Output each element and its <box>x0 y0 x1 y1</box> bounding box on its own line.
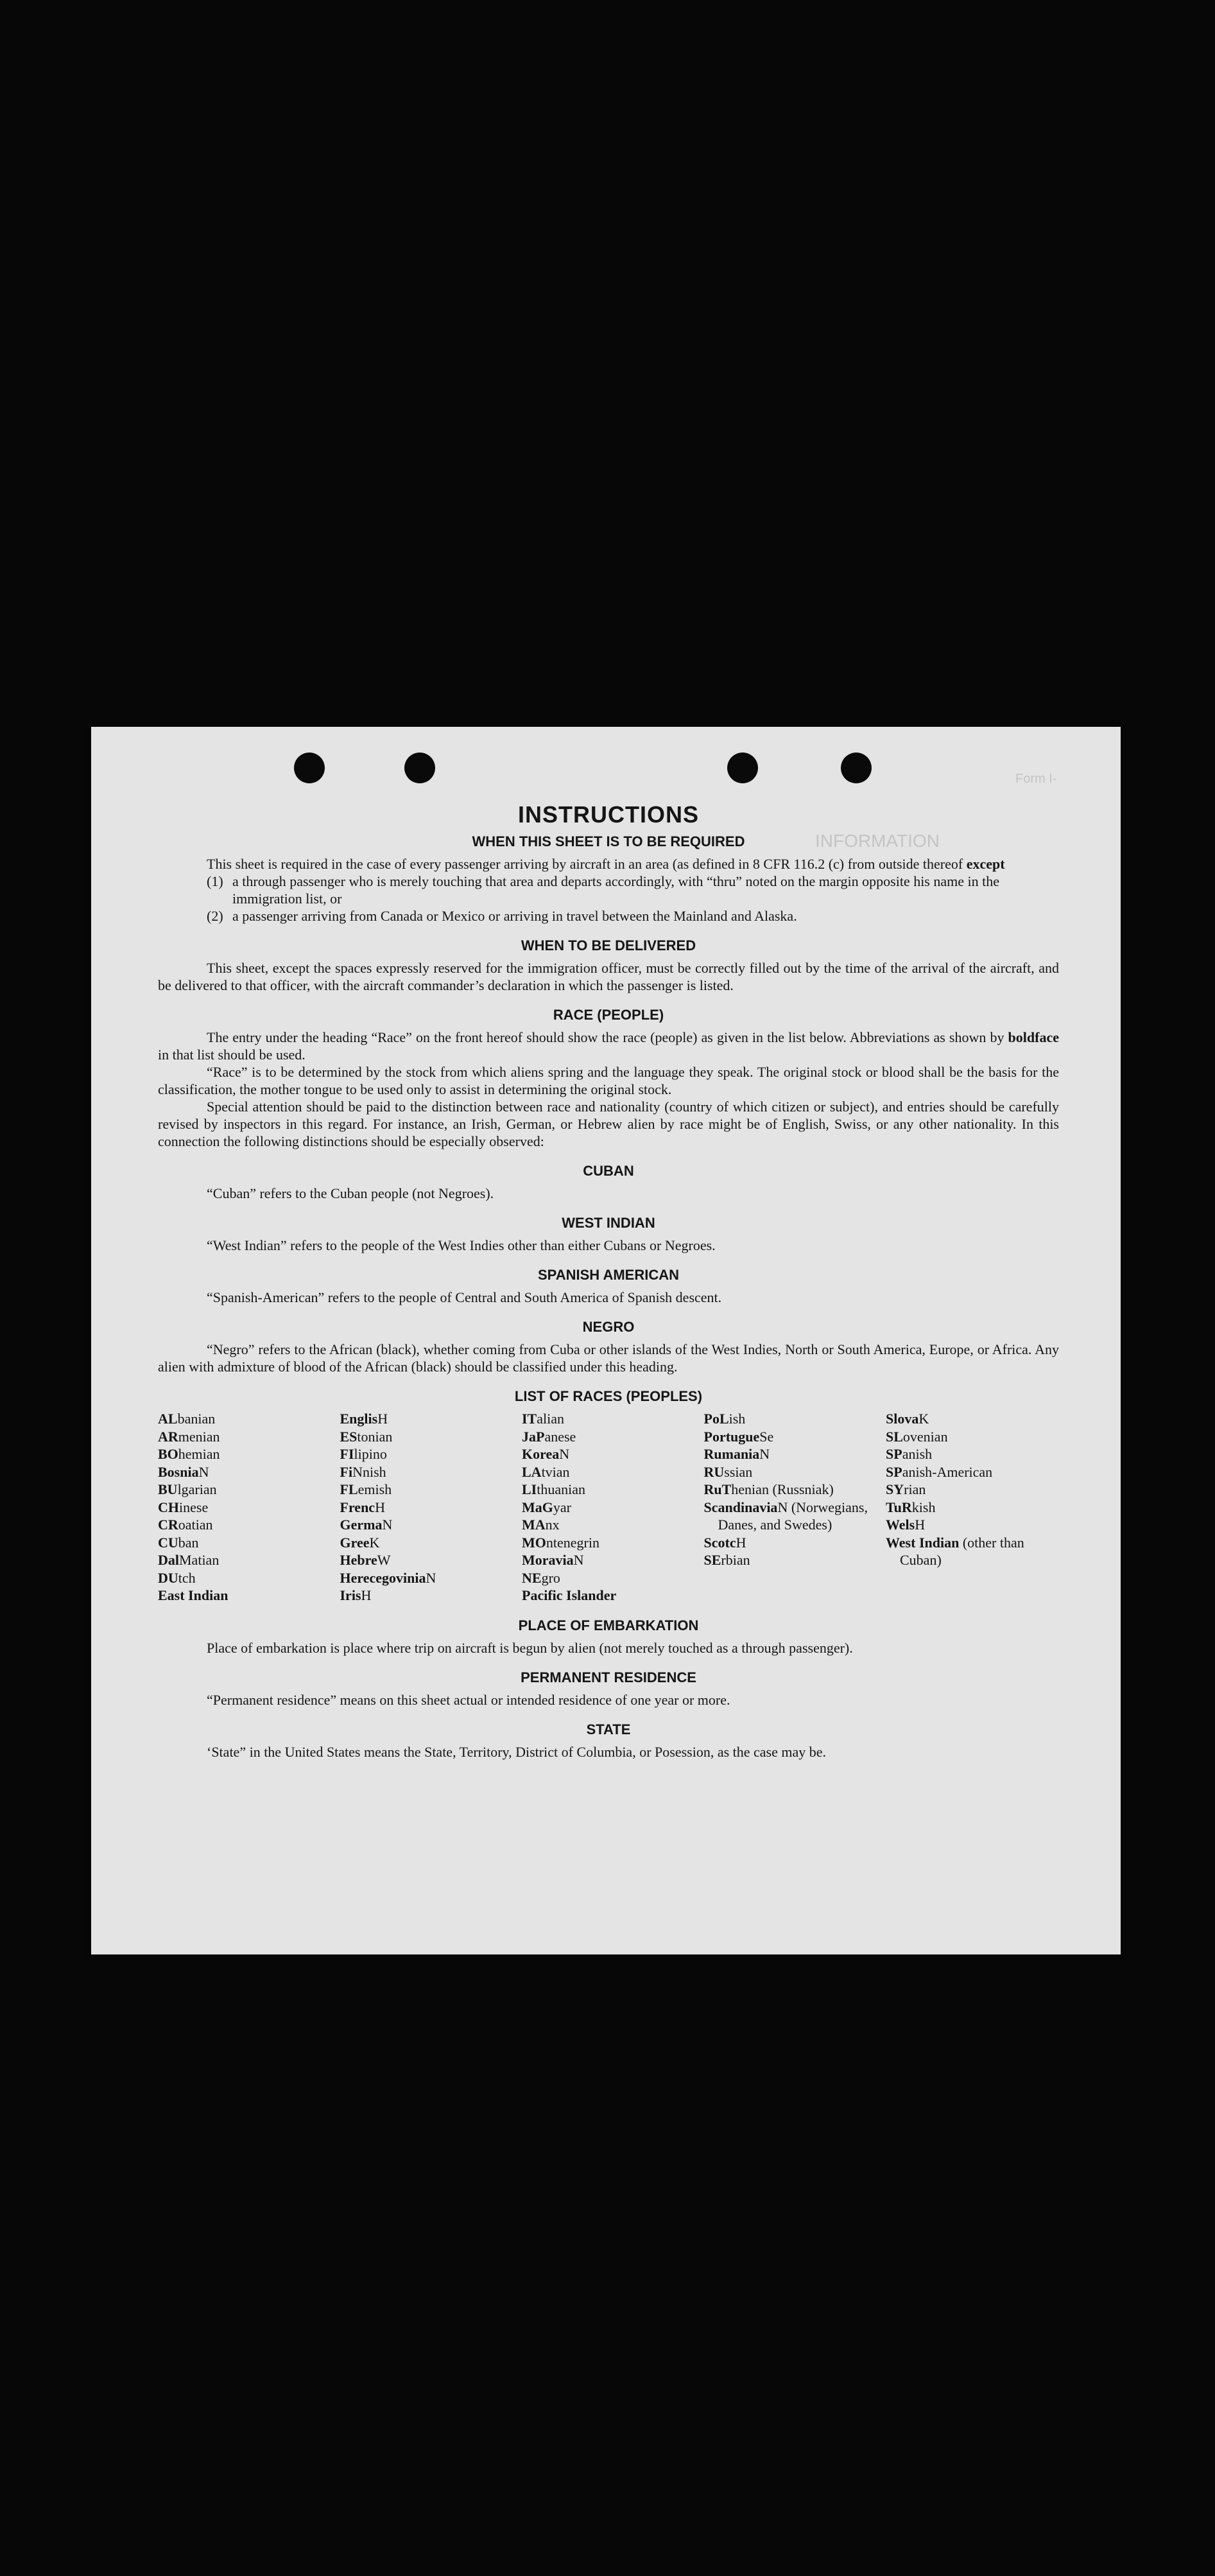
race-entry: ARmenian <box>158 1428 220 1445</box>
race-entry: West Indian (other than Cuban) <box>886 1534 1024 1568</box>
race-entry: LAtvian <box>522 1463 570 1480</box>
race-entry: IrisH <box>340 1587 372 1603</box>
race-entry: SPanish-American <box>886 1463 993 1480</box>
race-entry: LIthuanian <box>522 1481 586 1497</box>
race-list <box>158 1410 1059 1605</box>
paragraph-permanent-residence: “Permanent residence” means on this sheet actual or intended residence of one year or more. <box>207 1691 730 1708</box>
bleed-through-text: INFORMATION <box>815 831 940 851</box>
race-entry: CRoatian <box>158 1517 213 1533</box>
race-entry: GermaN <box>340 1517 393 1533</box>
race-entry: WelsH <box>886 1517 926 1533</box>
paragraph-negro: “Negro” refers to the African (black), whether coming from Cuba or other islands of the West Indies, North or South America, Europe, or Africa. Any alien with admixture of blood of the African (black) should be classified under this heading. <box>158 1341 1059 1375</box>
race-entry: MAnx <box>522 1517 560 1533</box>
exception-item: (1) a through passenger who is merely touching that area and departs accordingly, with “thru” noted on the margin opposite his name in the immigration list, or <box>207 873 1000 907</box>
race-entry: SlovaK <box>886 1411 929 1427</box>
heading-negro: NEGRO <box>582 1319 635 1335</box>
race-entry: FiNnish <box>340 1463 386 1480</box>
race-entry: SYrian <box>886 1481 926 1497</box>
page-title: INSTRUCTIONS <box>518 801 699 828</box>
race-entry: GreeK <box>340 1534 380 1551</box>
paragraph-cuban: “Cuban” refers to the Cuban people (not Negroes). <box>207 1185 494 1201</box>
race-entry: HerecegoviniaN <box>340 1569 436 1586</box>
heading-spanish-american: SPANISH AMERICAN <box>537 1267 679 1283</box>
document-page <box>91 727 1121 1954</box>
heading-cuban: CUBAN <box>583 1163 634 1179</box>
exception-item: (2) a passenger arriving from Canada or Mexico or arriving in travel between the Mainland and Alaska. <box>207 908 797 924</box>
paragraph-when-delivered: This sheet, except the spaces expressly reserved for the immigration officer, must be correctly filled out by the time of the arrival of the aircraft, and be delivered to that officer, with the aircraft commander’s declaration in which the passenger is listed. <box>158 960 1059 993</box>
race-entry: MoraviaN <box>522 1552 584 1568</box>
form-reference: Form I- <box>1015 772 1057 786</box>
punch-hole <box>294 753 325 783</box>
race-entry: DalMatian <box>158 1552 220 1568</box>
race-entry: BosniaN <box>158 1463 209 1480</box>
race-entry: SPanish <box>886 1446 933 1462</box>
punch-hole <box>841 753 872 783</box>
paragraph-spanish-american: “Spanish-American” refers to the people of Central and South America of Spanish descent. <box>207 1289 722 1305</box>
race-column <box>704 1410 877 1605</box>
race-entry: PortugueSe <box>703 1428 774 1445</box>
race-entry: KoreaN <box>522 1446 570 1462</box>
race-column <box>340 1410 513 1605</box>
paragraph-west-indian: “West Indian” refers to the people of the West Indies other than either Cubans or Negroes. <box>207 1237 716 1253</box>
punch-hole <box>404 753 435 783</box>
race-entry: ScotcH <box>703 1534 746 1551</box>
race-entry: CUban <box>158 1534 199 1551</box>
paragraph-race-1: The entry under the heading “Race” on the front hereof should show the race (people) as given in the list below. Abbreviations as shown by boldface in that list should be used. <box>158 1029 1059 1063</box>
race-entry: ITalian <box>522 1411 565 1427</box>
punch-hole <box>727 753 758 783</box>
race-entry: ScandinaviaN (Norwegians, Danes, and Swedes) <box>703 1499 868 1533</box>
race-entry: RUssian <box>703 1463 753 1480</box>
paragraph-race-2: “Race” is to be determined by the stock from which aliens spring and the language they speak. The original stock or blood shall be the basis for the classification, the mother tongue to be used only to assist in determining the original stock. <box>158 1064 1059 1097</box>
heading-permanent-residence: PERMANENT RESIDENCE <box>521 1669 696 1685</box>
race-entry: HebreW <box>340 1552 391 1568</box>
paragraph-state: ‘State” in the United States means the State, Territory, District of Columbia, or Posession, as the case may be. <box>207 1743 827 1760</box>
race-entry: SErbian <box>703 1552 750 1568</box>
heading-list-of-races: LIST OF RACES (PEOPLES) <box>514 1388 703 1404</box>
heading-race: RACE (PEOPLE) <box>553 1007 664 1023</box>
race-entry: FrencH <box>340 1499 385 1515</box>
heading-west-indian: WEST INDIAN <box>562 1215 655 1231</box>
race-entry: RuThenian (Russniak) <box>703 1481 834 1497</box>
race-entry: NEgro <box>522 1569 560 1586</box>
race-column <box>522 1410 695 1605</box>
race-entry: PoLish <box>703 1411 746 1427</box>
race-entry: TuRkish <box>886 1499 936 1515</box>
race-column <box>158 1410 331 1605</box>
heading-when-required: WHEN THIS SHEET IS TO BE REQUIRED <box>472 833 745 849</box>
race-entry: FLemish <box>340 1481 392 1497</box>
race-column <box>886 1410 1059 1605</box>
race-entry: Pacific Islander <box>522 1587 617 1603</box>
race-entry: SLovenian <box>886 1428 948 1445</box>
race-entry: MaGyar <box>522 1499 571 1515</box>
race-entry: EnglisH <box>340 1411 388 1427</box>
race-entry: BOhemian <box>158 1446 220 1462</box>
race-entry: CHinese <box>158 1499 209 1515</box>
heading-when-delivered: WHEN TO BE DELIVERED <box>521 937 696 953</box>
race-entry: BUlgarian <box>158 1481 217 1497</box>
race-entry: JaPanese <box>522 1428 576 1445</box>
paragraph-race-3: Special attention should be paid to the distinction between race and nationality (country of which citizen or subject), and entries should be carefully revised by inspectors in this regard. For instance, an Irish, German, or Hebrew alien by race might be of English, Swiss, or any other nationality. In this connection the following distinctions should be especially observed: <box>158 1099 1059 1149</box>
heading-place-of-embarkation: PLACE OF EMBARKATION <box>518 1617 699 1633</box>
paragraph-when-required: This sheet is required in the case of every passenger arriving by aircraft in an area (as defined in 8 CFR 116.2 (c) from outside thereof except <box>207 856 1005 872</box>
paragraph-place-of-embarkation: Place of embarkation is place where trip on aircraft is begun by alien (not merely touched as a through passenger). <box>207 1639 853 1656</box>
heading-state: STATE <box>586 1721 631 1737</box>
race-entry: East Indian <box>158 1587 228 1603</box>
race-entry: DUtch <box>158 1569 196 1586</box>
race-entry: MOntenegrin <box>522 1534 599 1551</box>
race-entry: FIlipino <box>340 1446 387 1462</box>
race-entry: RumaniaN <box>703 1446 770 1462</box>
race-entry: ALbanian <box>158 1411 216 1427</box>
race-entry: EStonian <box>340 1428 393 1445</box>
instructions-content <box>158 801 1059 1761</box>
